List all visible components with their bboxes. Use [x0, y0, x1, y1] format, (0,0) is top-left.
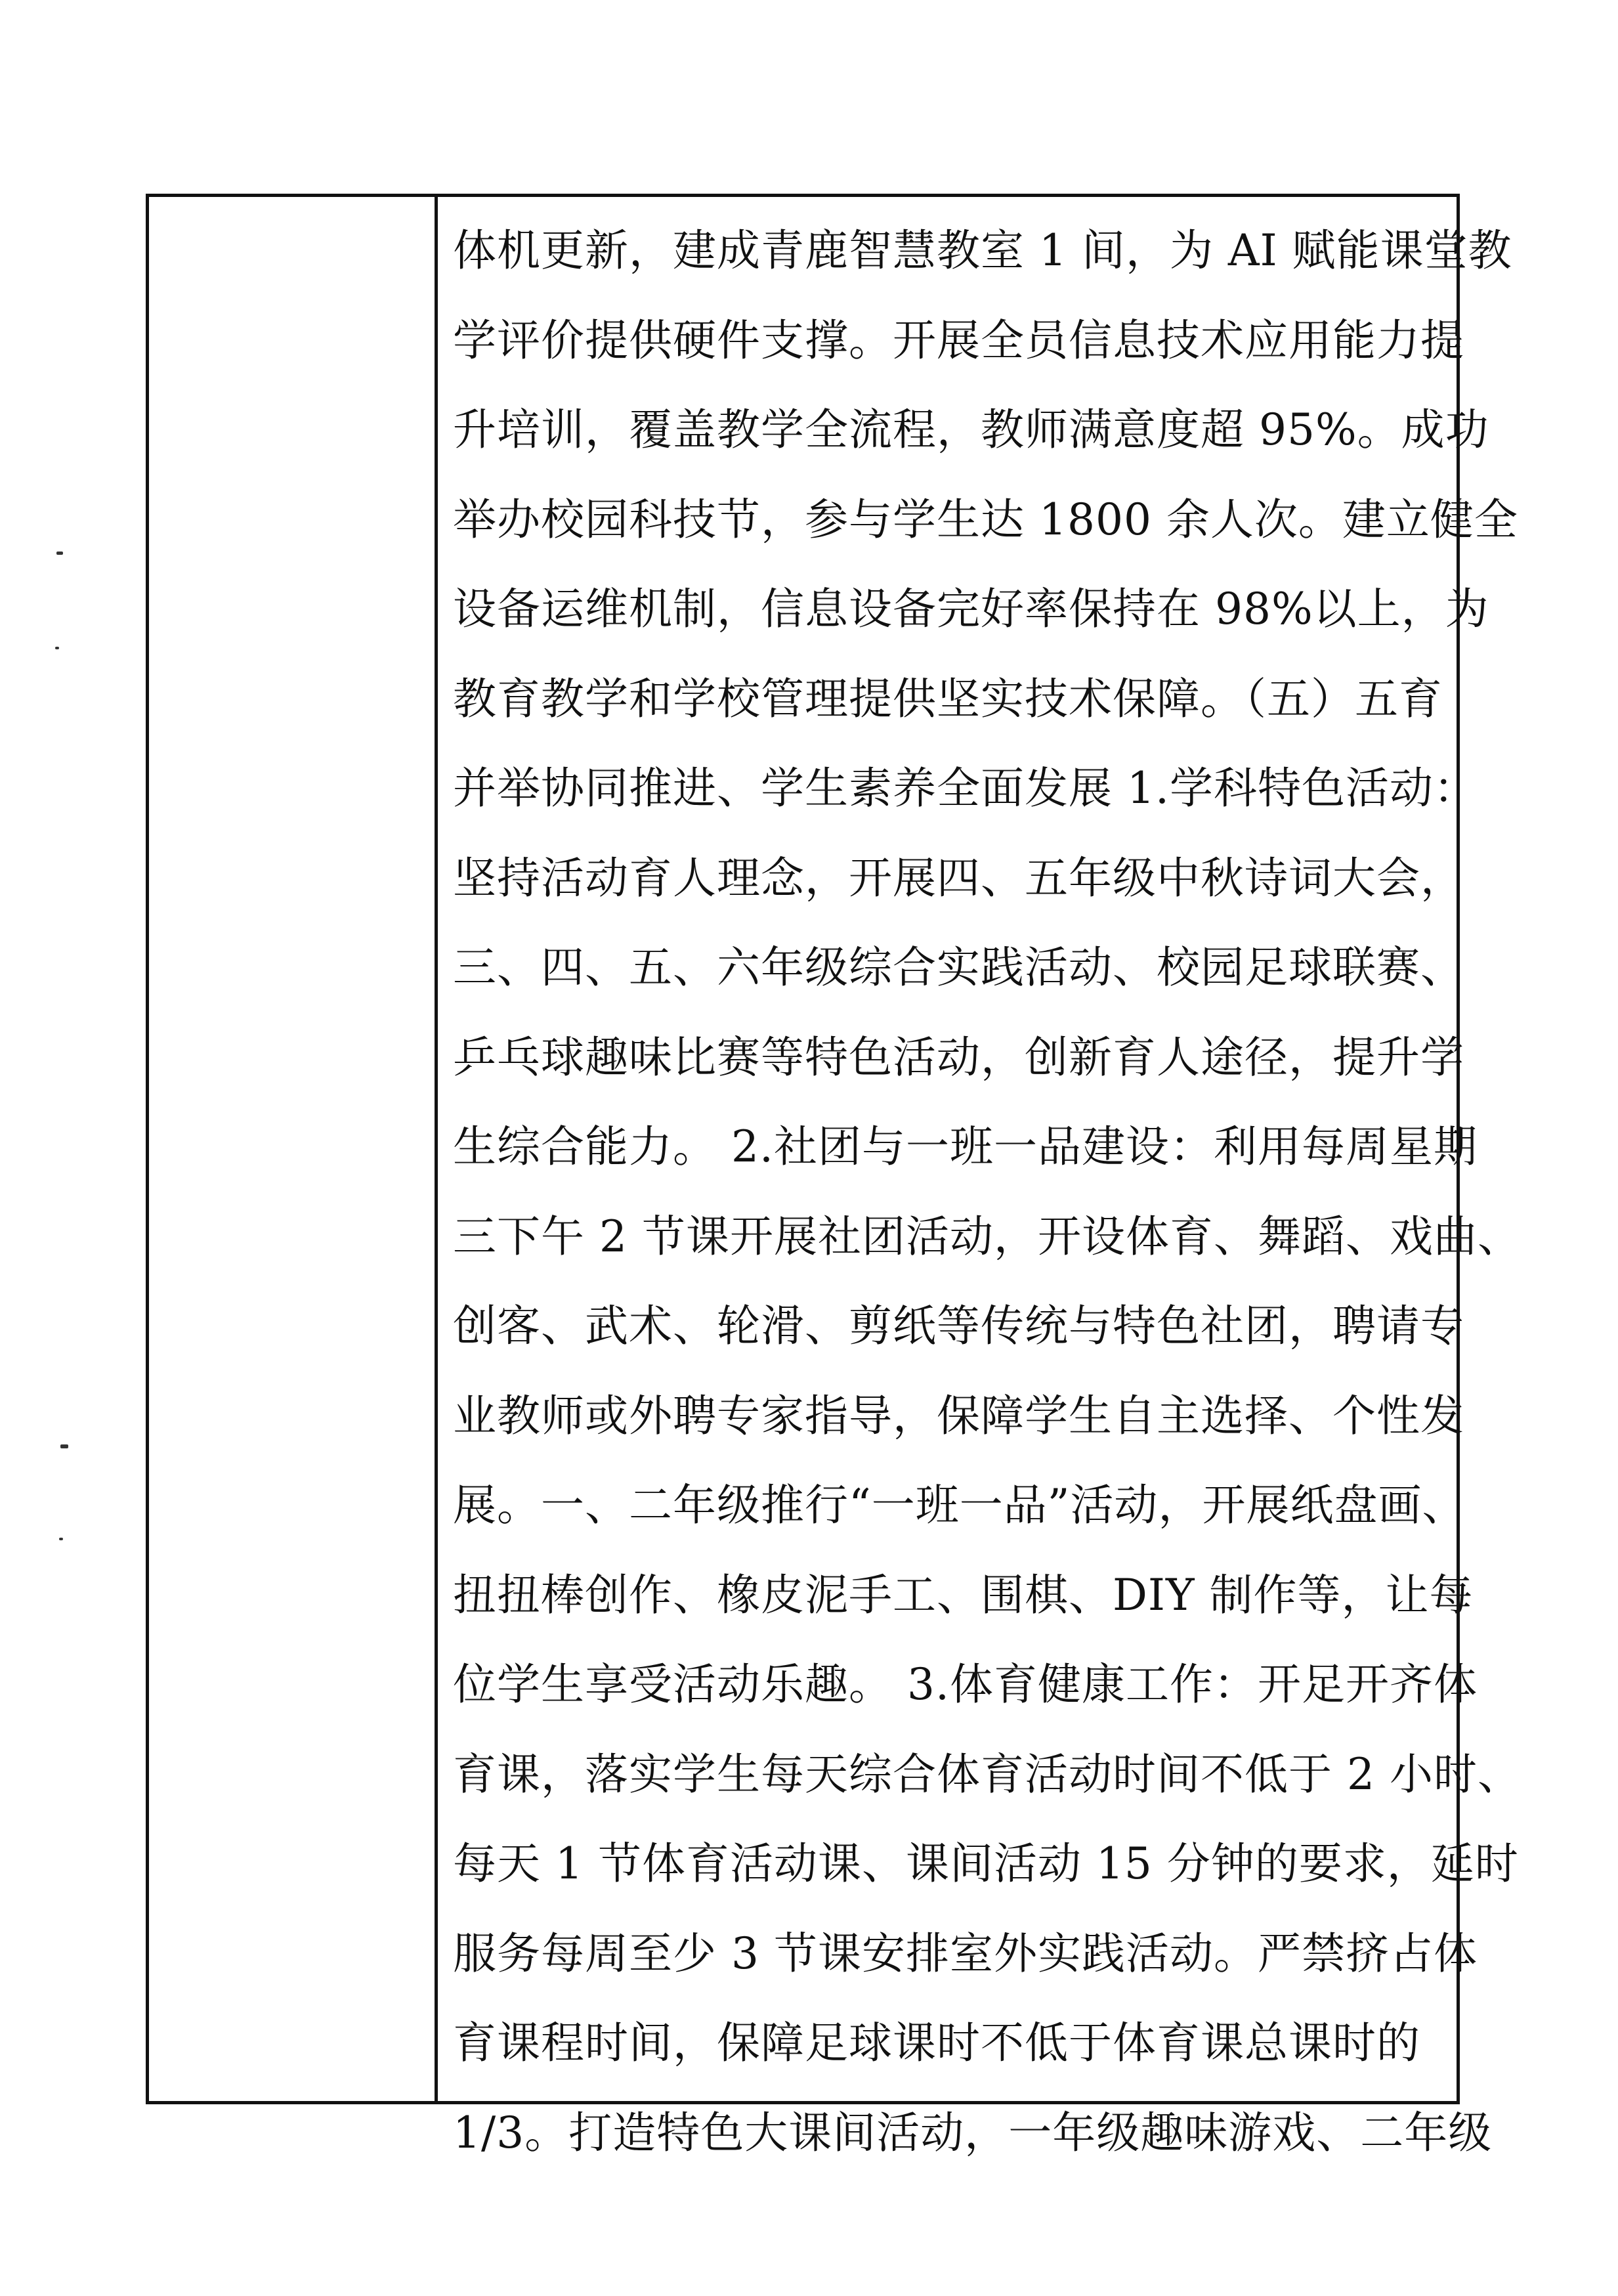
text-line: 乒乓球趣味比赛等特色活动，创新育人途径，提升学 — [453, 1031, 1464, 1083]
table-left-cell — [149, 197, 438, 2101]
text-line: 并举协同推进、学生素养全面发展 1.学科特色活动： — [453, 763, 1478, 813]
text-line: 设备运维机制，信息设备完好率保持在 98%以上，为 — [453, 584, 1489, 634]
binding-mark-1 — [56, 552, 63, 555]
text-line: 育课，落实学生每天综合体育活动时间不低于 2 小时、 — [453, 1748, 1522, 1800]
table-right-cell — [441, 197, 1522, 2158]
binding-mark-2 — [55, 647, 59, 649]
content-table — [146, 194, 1522, 2158]
text-line: 坚持活动育人理念，开展四、五年级中秋诗词大会， — [453, 852, 1464, 903]
text-line: 育课程时间，保障足球课时不低于体育课总课时的 — [453, 2018, 1420, 2068]
text-line: 升培训，覆盖教学全流程，教师满意度超 95%。成功 — [453, 404, 1489, 455]
text-line: 举办校园科技节，参与学生达 1800 余人次。建立健全 — [453, 494, 1518, 545]
text-line: 体机更新，建成青鹿智慧教室 1 间，为 AI 赋能课堂教 — [453, 225, 1512, 276]
text-line: 三、四、五、六年级综合实践活动、校园足球联赛、 — [453, 942, 1464, 993]
binding-mark-4 — [59, 1538, 63, 1540]
text-line: 学评价提供硬件支撑。开展全员信息技术应用能力提 — [453, 314, 1464, 366]
text-line: 位学生享受活动乐趣。 3.体育健康工作：开足开齐体 — [453, 1659, 1478, 1710]
text-line: 教育教学和学校管理提供坚实技术保障。（五）五育 — [453, 673, 1443, 724]
text-line: 展。一、二年级推行“一班一品”活动，开展纸盘画、 — [453, 1480, 1466, 1530]
binding-mark-3 — [60, 1444, 68, 1448]
text-line: 三下午 2 节课开展社团活动，开设体育、舞蹈、戏曲、 — [453, 1211, 1522, 1262]
text-line: 业教师或外聘专家指导，保障学生自主选择、个性发 — [453, 1390, 1464, 1441]
text-line: 服务每周至少 3 节课安排室外实践活动。严禁挤占体 — [453, 1928, 1478, 1979]
text-line: 生综合能力。 2.社团与一班一品建设：利用每周星期 — [453, 1121, 1478, 1172]
text-line: 1/3。打造特色大课间活动，一年级趣味游戏、二年级 — [453, 2107, 1493, 2158]
text-line: 每天 1 节体育活动课、课间活动 15 分钟的要求，延时 — [453, 1838, 1519, 1889]
text-line: 扭扭棒创作、橡皮泥手工、围棋、DIY 制作等，让每 — [453, 1569, 1474, 1620]
text-line: 创客、武术、轮滑、剪纸等传统与特色社团，聘请专 — [453, 1301, 1464, 1351]
